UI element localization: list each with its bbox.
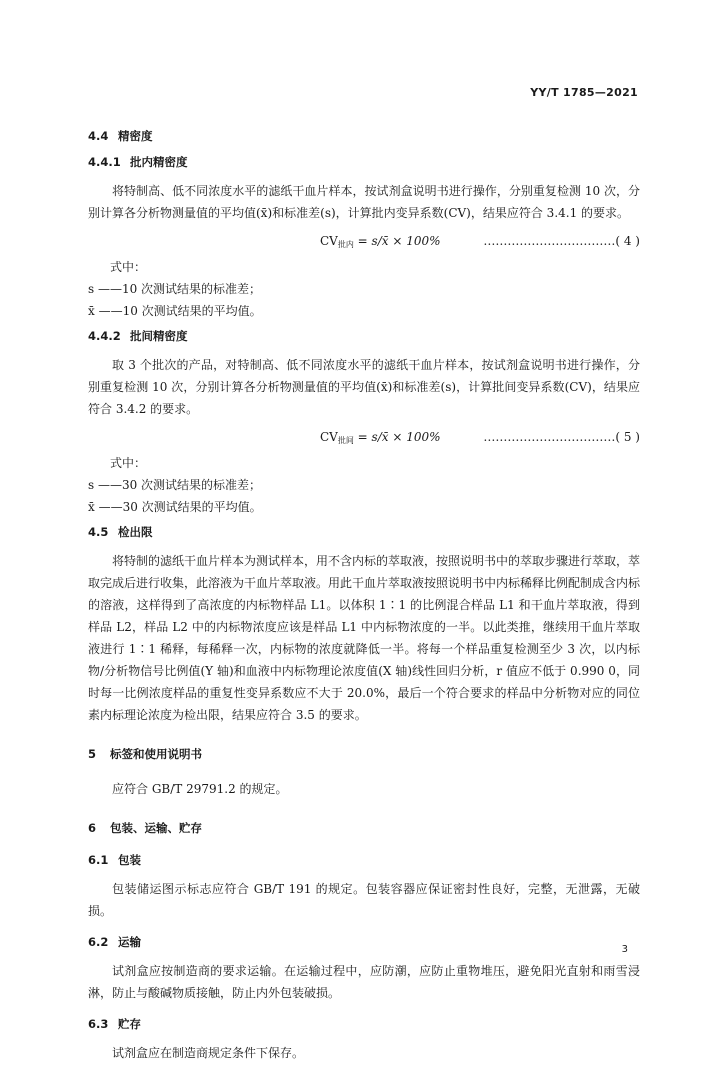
formula-number: ……………………………( 4 ) xyxy=(483,234,640,248)
heading-title: 包装、运输、贮存 xyxy=(110,821,202,835)
heading-4-4-1 xyxy=(88,154,640,170)
heading-number: 4.4.2 xyxy=(88,329,121,343)
standard-code: YY/T 1785—2021 xyxy=(530,86,638,99)
definition-s: s ——30 次测试结果的标准差； xyxy=(88,478,262,492)
heading-number: 6.1 xyxy=(88,853,109,867)
paragraph-labeling: 应符合 GB/T 29791.2 的规定。 xyxy=(112,782,288,796)
page-number: 3 xyxy=(621,944,628,955)
paragraph-packaging: 包装储运图示标志应符合 GB/T 191 的规定。包装容器应保证密封性良好，完整，无泄露，无破损。 xyxy=(88,882,640,918)
paragraph-between-run-precision: 取 3 个批次的产品，对特制高、低不同浓度水平的滤纸干血片样本，按试剂盒说明书进行操作，分别重复检测 10 次，分别计算各分析物测量值的平均值(x̄)和标准差(s)，计算批间变异系数(CV)，结果应符合 3.4.2 的要求。 xyxy=(88,358,640,416)
document-body xyxy=(88,128,640,1070)
heading-title: 精密度 xyxy=(118,129,153,143)
definition-mean: x̄ ——30 次测试结果的平均值。 xyxy=(88,500,262,514)
paragraph-detection-limit: 将特制的滤纸干血片样本为测试样本，用不含内标的萃取液，按照说明书中的萃取步骤进行萃取，萃取完成后进行收集，此溶液为干血片萃取液。用此干血片萃取液按照说明书中内标稀释比例配制成含内标的溶液，这样得到了高浓度的内标物样品 L1。以体积 1∶1 的比例混合样品 L1 和干血片萃取液，得到样品 L2，样品 L2 中的内标物浓度应该是样品 L1 中内标物浓度的一半。以此类推，继续用干血片萃取液进行 1∶1 稀释，每稀释一次，内标物的浓度就降低一半。将每一个样品重复检测至少 3 次，以内标物/分析物信号比例值(Y 轴)和血液中内标物理论浓度值(X 轴)线性回归分析，r 值应不低于 0.990 0，同时每一比例浓度样品的重复性变异系数应不大于 20.0%，最后一个符合要求的样品中分析物对应的同位素内标理论浓度为检出限，结果应符合 3.5 的要求。 xyxy=(88,554,641,722)
heading-4-4 xyxy=(88,128,640,144)
heading-number: 6 xyxy=(88,821,97,835)
paragraph-storage: 试剂盒应在制造商规定条件下保存。 xyxy=(112,1046,305,1060)
heading-6 xyxy=(88,820,640,836)
heading-title: 运输 xyxy=(118,935,141,949)
heading-number: 4.5 xyxy=(88,525,109,539)
heading-number: 5 xyxy=(88,747,97,761)
heading-4-4-2 xyxy=(88,328,640,344)
definition-mean: x̄ ——10 次测试结果的平均值。 xyxy=(88,304,262,318)
formula-expression: $CV_{批内}$ = s/x̄ × 100% xyxy=(320,234,441,249)
heading-title: 批间精密度 xyxy=(130,329,188,343)
formula-number: ……………………………( 5 ) xyxy=(483,430,640,444)
where-label: 式中： xyxy=(110,260,147,274)
heading-4-5 xyxy=(88,524,640,540)
heading-title: 标签和使用说明书 xyxy=(110,747,202,761)
heading-6-2 xyxy=(88,934,640,950)
heading-title: 批内精密度 xyxy=(130,155,188,169)
paragraph-within-run-precision: 将特制高、低不同浓度水平的滤纸干血片样本，按试剂盒说明书进行操作，分别重复检测 10 次，分别计算各分析物测量值的平均值(x̄)和标准差(s)，计算批内变异系数(CV)，结果应符合 3.4.1 的要求。 xyxy=(88,184,640,220)
paragraph-transport: 试剂盒应按制造商的要求运输。在运输过程中，应防潮，应防止重物堆压，避免阳光直射和雨雪浸淋，防止与酸碱物质接触，防止内外包装破损。 xyxy=(88,964,640,1000)
where-label: 式中： xyxy=(110,456,147,470)
heading-6-3 xyxy=(88,1016,640,1032)
heading-number: 4.4.1 xyxy=(88,155,121,169)
heading-5 xyxy=(88,746,640,762)
formula-expression: $CV_{批间}$ = s/x̄ × 100% xyxy=(320,430,441,445)
heading-number: 4.4 xyxy=(88,129,109,143)
heading-title: 包装 xyxy=(118,853,141,867)
definition-s: s ——10 次测试结果的标准差； xyxy=(88,282,262,296)
formula-4 xyxy=(88,230,640,252)
heading-6-1 xyxy=(88,852,640,868)
heading-title: 贮存 xyxy=(118,1017,141,1031)
formula-5 xyxy=(88,426,640,448)
heading-title: 检出限 xyxy=(118,525,153,539)
heading-number: 6.3 xyxy=(88,1017,109,1031)
heading-number: 6.2 xyxy=(88,935,109,949)
